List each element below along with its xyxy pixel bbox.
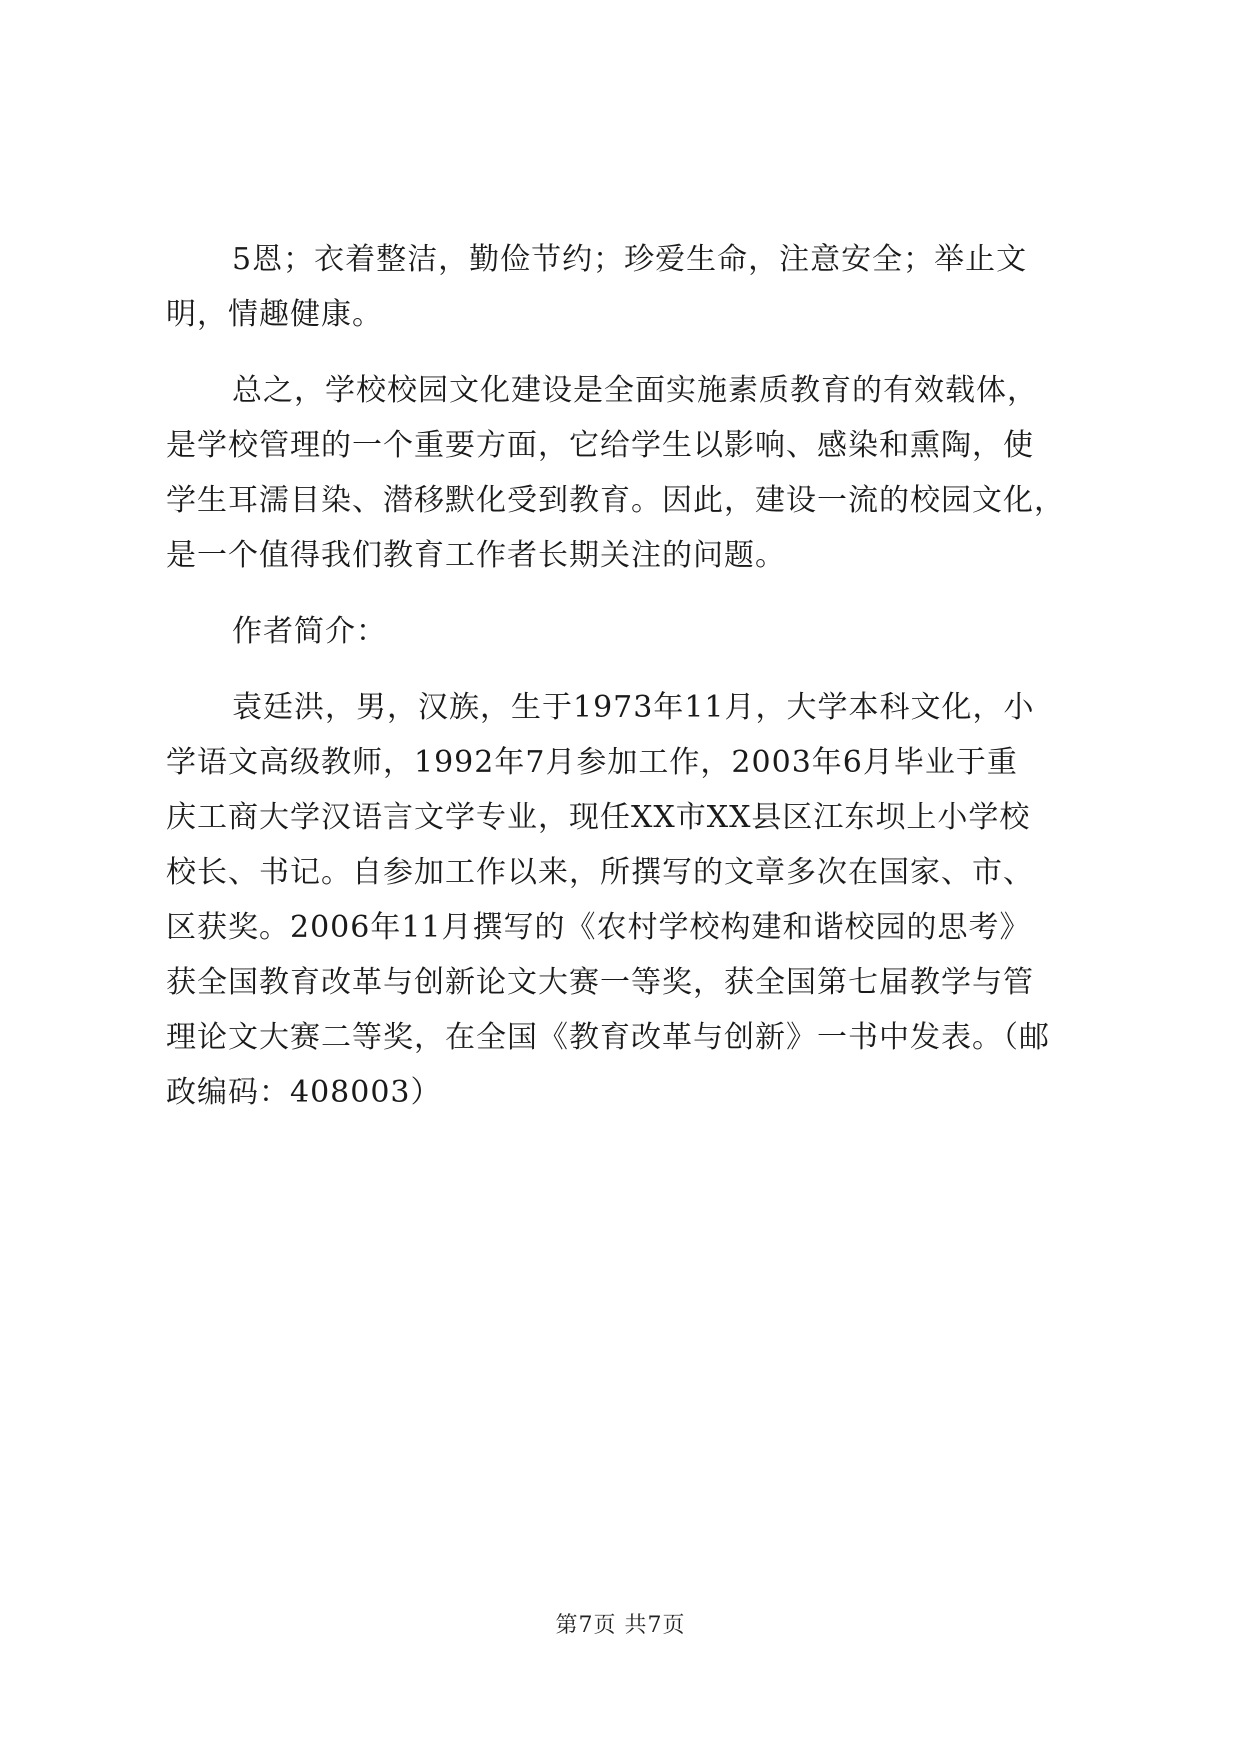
text-line: 袁廷洪，男，汉族，生于1973年11月，大学本科文化，小 [232, 690, 1035, 725]
paragraph-conclusion [166, 363, 1071, 583]
text-line: 校长、书记。自参加工作以来，所撰写的文章多次在国家、市、 [166, 855, 1034, 890]
page-number-footer: 第7页 共7页 [555, 1613, 686, 1638]
text-line: 政编码：408003） [166, 1075, 442, 1110]
text-line: 总之，学校校园文化建设是全面实施素质教育的有效载体， [232, 373, 1038, 408]
document-body [166, 232, 1071, 1120]
text-line: 庆工商大学汉语言文学专业，现任XX市XX县区江东坝上小学校 [166, 800, 1031, 835]
text-line: 学生耳濡目染、潜移默化受到教育。因此，建设一流的校园文化， [166, 483, 1065, 518]
text-line: 获全国教育改革与创新论文大赛一等奖，获全国第七届教学与管 [166, 965, 1034, 1000]
paragraph-safety-rules [166, 232, 1071, 342]
text-line: 是一个值得我们教育工作者长期关注的问题。 [166, 538, 786, 573]
text-line: 区获奖。2006年11月撰写的《农村学校构建和谐校园的思考》 [166, 910, 1031, 945]
text-line: 是学校管理的一个重要方面，它给学生以影响、感染和熏陶，使 [166, 428, 1034, 463]
paragraph-author-bio [166, 680, 1071, 1120]
text-line: 理论文大赛二等奖，在全国《教育改革与创新》一书中发表。（邮 [166, 1020, 1050, 1055]
text-line: 明，情趣健康。 [166, 297, 383, 332]
text-line: 5恩；衣着整洁，勤俭节约；珍爱生命，注意安全；举止文 [232, 242, 1028, 277]
text-line: 学语文高级教师，1992年7月参加工作，2003年6月毕业于重 [166, 745, 1018, 780]
author-intro-heading: 作者简介： [232, 614, 387, 649]
